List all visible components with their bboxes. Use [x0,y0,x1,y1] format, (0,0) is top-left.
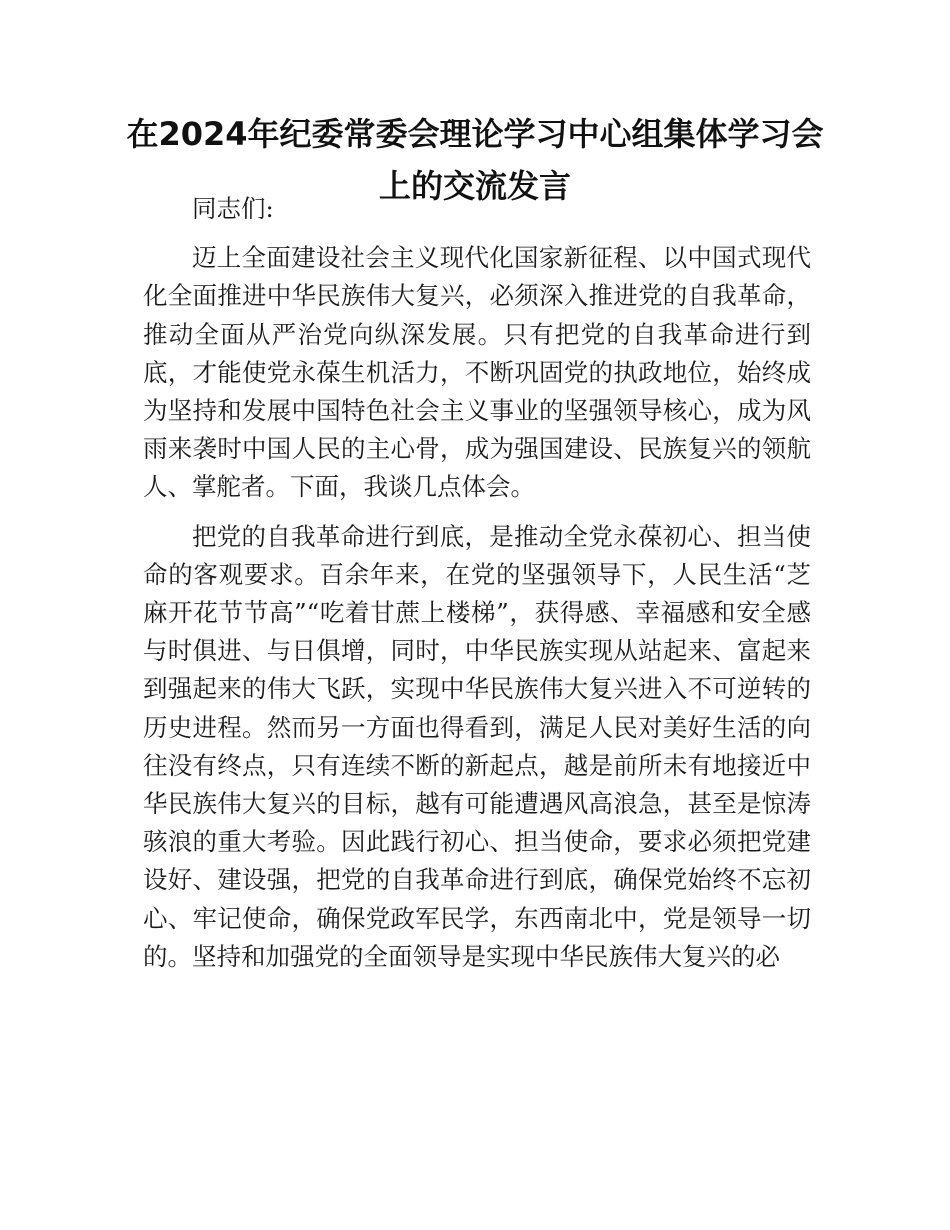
salutation: 同志们: [192,194,274,223]
document-body [143,190,811,976]
paragraph-mission: 把党的自我革命进行到底，是推动全党永葆初心、担当使命的客观要求。百余年来，在党的坚强领导下，人民生活“芝麻开花节节高”“吃着甘蔗上楼梯”，获得感、幸福感和安全感与时俱进、与日俱增，同时，中华民族实现从站起来、富起来到强起来的伟大飞跃，实现中华民族伟大复兴进入不可逆转的历史进程。然而另一方面也得看到，满足人民对美好生活的向往没有终点，只有连续不断的新起点，越是前所未有地接近中华民族伟大复兴的目标，越有可能遭遇风高浪急，甚至是惊涛骇浪的重大考验。因此践行初心、担当使命，要求必须把党建设好、建设强，把党的自我革命进行到底，确保党始终不忘初心、牢记使命，确保党政军民学，东西南北中，党是领导一切的。坚持和加强党的全面领导是实现中华民族伟大复兴的必 [143,521,811,971]
document-title: 在2024年纪委常委会理论学习中心组集体学习会上的交流发言 [126,115,824,205]
paragraph-intro: 迈上全面建设社会主义现代化国家新征程、以中国式现代化全面推进中华民族伟大复兴，必须深入推进党的自我革命，推动全面从严治党向纵深发展。只有把党的自我革命进行到底，才能使党永葆生机活力，不断巩固党的执政地位，始终成为坚持和发展中国特色社会主义事业的坚强领导核心，成为风雨来袭时中国人民的主心骨，成为强国建设、民族复兴的领航人、掌舵者。下面，我谈几点体会。 [143,243,811,502]
